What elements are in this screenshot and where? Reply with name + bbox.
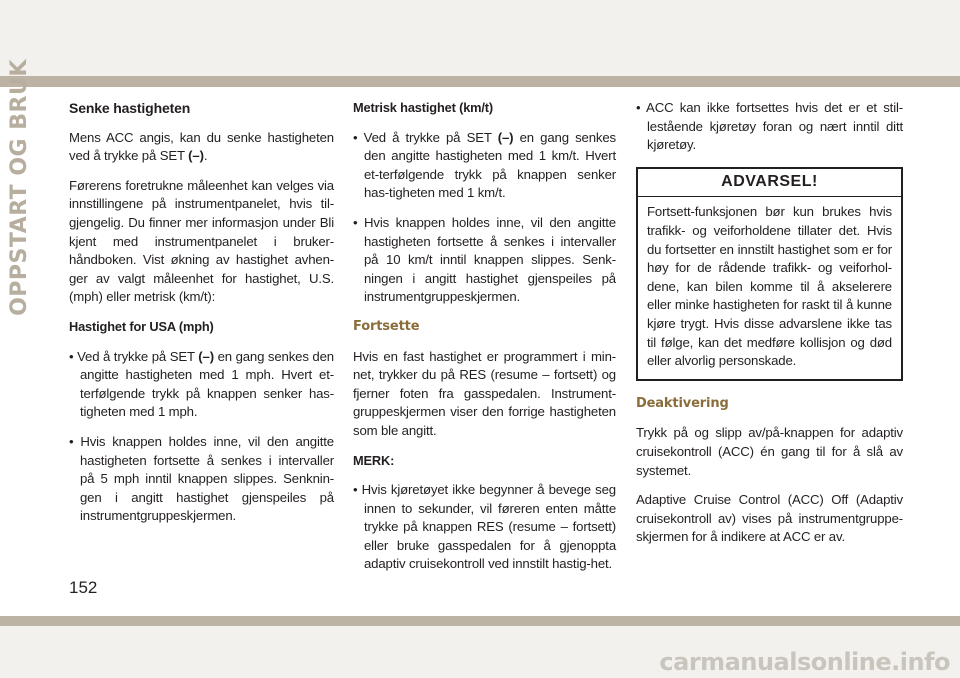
note-label: MERK: bbox=[353, 452, 395, 468]
footer-rule bbox=[0, 616, 960, 626]
paragraph-resume: Hvis en fast hastighet er programmert i min-net, trykker du på RES (resume – fortsett) og fjerner foten fra gasspedalen. Instrument-gruppeskjermen viser den forrige hastigheten som ble angitt. bbox=[353, 348, 616, 438]
heading-senke-hastigheten: Senke hastigheten bbox=[69, 100, 191, 116]
paragraph-deactivate: Trykk på og slipp av/på-knappen for adaptiv cruisekontroll (ACC) én gang til for å slå av systemet. bbox=[636, 425, 903, 478]
heading-fortsette: Fortsette bbox=[353, 318, 420, 334]
bullet-kmh-press bbox=[353, 129, 616, 203]
bullet-stationary-vehicle: • ACC kan ikke fortsettes hvis det er et stil-lestående kjøretøy foran og nært inntil ditt kjøretøy. bbox=[636, 100, 903, 153]
column-right bbox=[636, 99, 903, 558]
bullet-mph-hold: • Hvis knappen holdes inne, vil den angitte hastigheten fortsette å senkes i intervaller på 5 mph inntil knappen slippes. Senknin-gen i angitt hastighet gjenspeiles på instrumentgruppeskjermen. bbox=[69, 433, 334, 524]
warning-box bbox=[636, 167, 903, 381]
minus-key-label: (–) bbox=[188, 148, 204, 164]
heading-deaktivering: Deaktivering bbox=[636, 395, 729, 411]
paragraph-units: Førerens foretrukne måleenhet kan velges via innstillingene på instrumentpanelet, hvis til-gjengelig. Du finner mer informasjon under Bli kjent med instrumentpanelet i bruker-håndboken. Vist økning av hastighet avhen-ger av valgt måleenhet for hastighet, U.S. (mph) eller metrisk (km/t): bbox=[69, 177, 334, 305]
bullet-note: • Hvis kjøretøyet ikke begynner å bevege seg innen to sekunder, vil føreren enten måtte trykke på knappen RES (resume – fortsett) eller bruke gasspedalen for å gjenoppta adaptiv cruisekontroll ved innstilt hastig-het. bbox=[353, 482, 616, 572]
bullet-mph-press bbox=[69, 348, 334, 422]
text: • Ved å trykke på SET bbox=[69, 348, 199, 364]
text: . bbox=[203, 148, 208, 164]
page-number: 152 bbox=[69, 578, 98, 597]
top-margin bbox=[0, 0, 960, 76]
minus-key-label: (–) bbox=[497, 129, 514, 145]
column-left bbox=[69, 99, 334, 537]
text: en gang senkes den angitte hastigheten med 1 km/t. Hvert et-terfølgende trykk på knappen senker has-tigheten med 1 km/t. bbox=[364, 129, 616, 201]
bullet-kmh-hold: • Hvis knappen holdes inne, vil den angitte hastigheten fortsette å senkes i intervaller på 10 km/t inntil knappen slippes. Senk-ningen i angitt hastighet gjenspeiles på instrumentgruppeskjermen. bbox=[353, 214, 616, 305]
text: • Ved å trykke på SET bbox=[353, 129, 498, 145]
section-tab-label: OPPSTART OG BRUK bbox=[6, 59, 32, 316]
watermark-text: carmanualsonline.info bbox=[659, 648, 950, 676]
paragraph-intro bbox=[69, 129, 334, 166]
text: Mens ACC angis, kan du senke hastigheten ved å trykke på SET bbox=[69, 129, 334, 164]
column-middle bbox=[353, 99, 616, 585]
section-tab bbox=[2, 59, 36, 316]
minus-key-label: (–) bbox=[198, 348, 214, 364]
header-rule bbox=[0, 76, 960, 87]
paragraph-acc-off: Adaptive Cruise Control (ACC) Off (Adaptiv cruisekontroll av) vises på instrumentgruppe-skjermen for å indikere at ACC er av. bbox=[636, 492, 903, 545]
text: en gang senkes den angitte hastigheten med 1 mph. Hvert et-terfølgende trykk på knappen senker has-tigheten med 1 mph. bbox=[80, 348, 334, 420]
warning-title: ADVARSEL! bbox=[638, 169, 901, 198]
subheading-metric: Metrisk hastighet (km/t) bbox=[353, 100, 494, 115]
warning-text: Fortsett-funksjonen bør kun brukes hvis trafikk- og veiforholdene tillater det. Hvis du fortsetter en innstilt hastighet som er for høy for de rådende trafikk- og veiforhol-dene, kan bilen komme til å akselerere eller minke hastigheten for raskt til å kunne kjøre trygt. Hvis disse advarslene ikke tas til følge, kan det medføre kollisjon og død eller alvorlig personskade. bbox=[647, 204, 892, 369]
subheading-usa: Hastighet for USA (mph) bbox=[69, 318, 214, 334]
